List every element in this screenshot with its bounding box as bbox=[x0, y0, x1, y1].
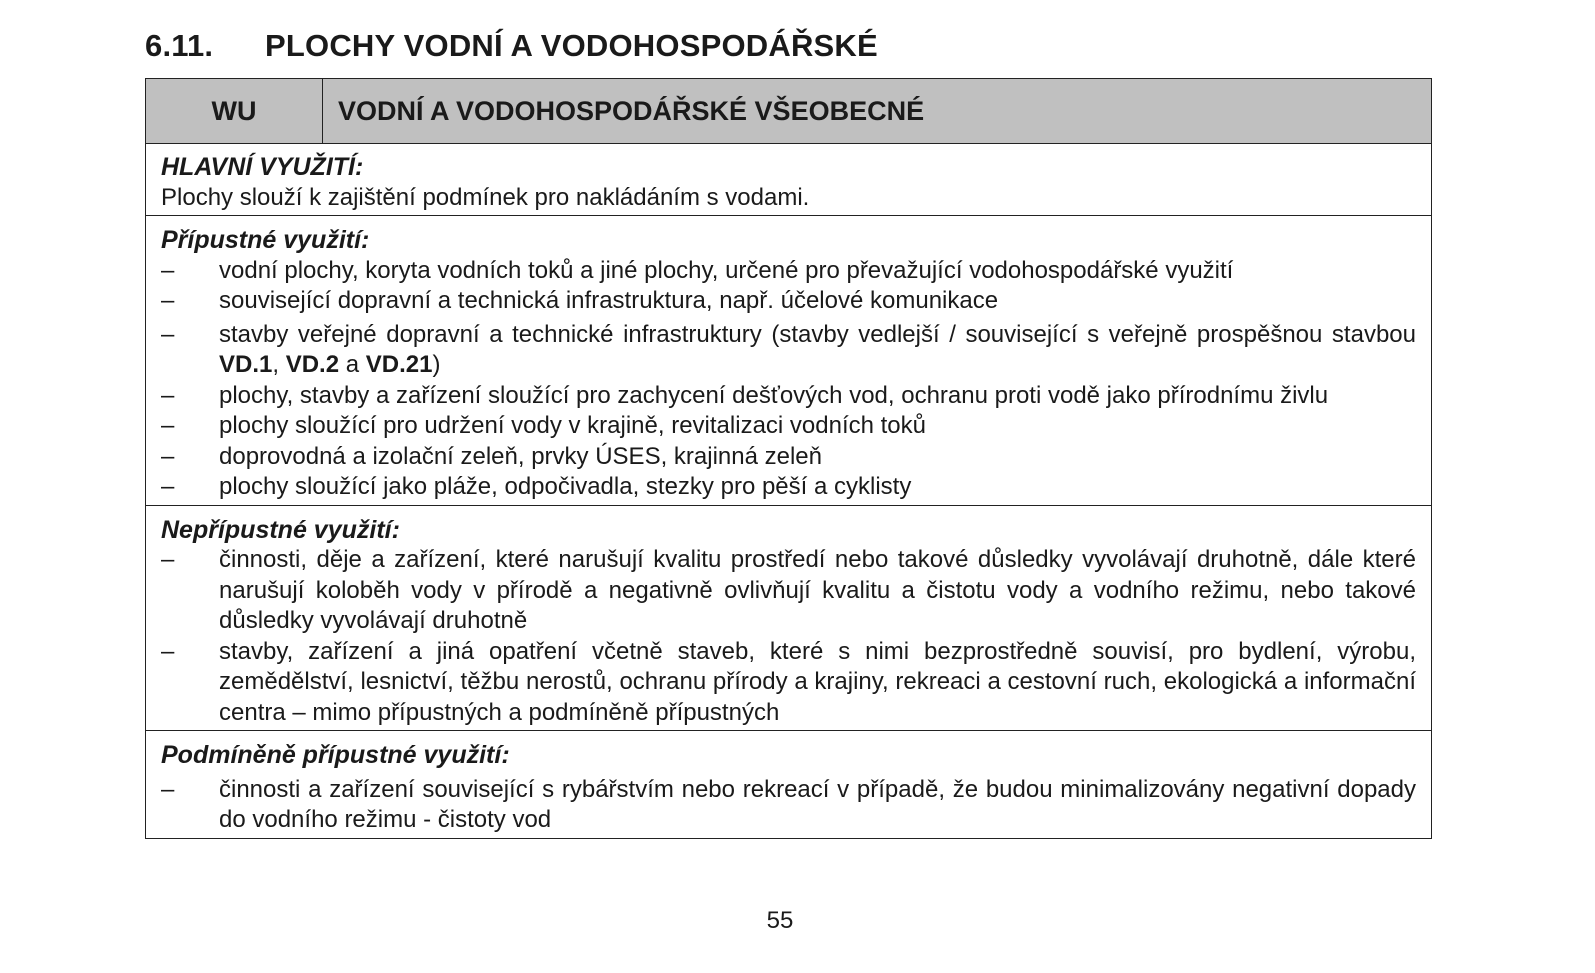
dash: – bbox=[161, 546, 175, 573]
zone-code: WU bbox=[146, 79, 323, 143]
main-use-section bbox=[146, 144, 1431, 216]
list-item-text: související dopravní a technická infrastruktura, např. účelové komunikace bbox=[219, 287, 999, 314]
conditional-use-section bbox=[146, 731, 1431, 839]
list-item bbox=[161, 320, 1416, 381]
dash: – bbox=[161, 637, 175, 665]
list-item bbox=[161, 472, 1416, 503]
zone-title: VODNÍ A VODOHOSPODÁŘSKÉ VŠEOBECNÉ bbox=[338, 95, 925, 126]
list-item-text: vodní plochy, koryta vodních toků a jiné plochy, určené pro převažující vodohospodářské využití bbox=[219, 256, 1234, 284]
list-item bbox=[161, 545, 1416, 637]
list-item bbox=[161, 381, 1416, 412]
conditional-use-title: Podmíněně přípustné využití: bbox=[161, 741, 510, 769]
main-use-text: Plochy slouží k zajištění podmínek pro nakládáním s vodami. bbox=[161, 183, 810, 211]
list-item-text: činnosti, děje a zařízení, které narušují kvalitu prostředí nebo takové důsledky vyvolávají druhotně, dále které narušují koloběh vody v přírodě a negativně ovlivňují kvalitu a čistotu vody a vodního režimu, nebo takové důsledky vyvolávají druhotně bbox=[219, 546, 1416, 634]
page-number: 55 bbox=[766, 907, 794, 934]
section-number: 6.11. bbox=[145, 28, 214, 63]
list-item-text: plochy sloužící jako pláže, odpočivadla, stezky pro pěší a cyklisty bbox=[219, 473, 912, 500]
dash: – bbox=[161, 473, 175, 500]
list-item bbox=[161, 775, 1416, 836]
list-item-text: doprovodná a izolační zeleň, prvky ÚSES, krajinná zeleň bbox=[219, 442, 822, 470]
dash: – bbox=[161, 775, 175, 803]
prohibited-use-section bbox=[146, 506, 1431, 732]
dash: – bbox=[161, 320, 175, 348]
list-item-text: plochy sloužící pro udržení vody v krajině, revitalizaci vodních toků bbox=[219, 412, 927, 439]
list-item-text: plochy, stavby a zařízení sloužící pro zachycení dešťových vod, ochranu proti vodě jako přírodnímu živlu bbox=[219, 381, 1329, 409]
list-item-text: stavby veřejné dopravní a technické infrastruktury (stavby vedlejší / související s veřejně prospěšnou stavbou VD.1, VD.2 a VD.21) bbox=[219, 320, 1416, 378]
list-item bbox=[161, 286, 1416, 317]
main-use-title: HLAVNÍ VYUŽITÍ: bbox=[161, 153, 364, 181]
dash: – bbox=[161, 381, 175, 409]
prohibited-use-title: Nepřípustné využití: bbox=[161, 515, 400, 544]
section-heading bbox=[145, 28, 878, 64]
list-item-text: stavby, zařízení a jiná opatření včetně staveb, které s nimi bezprostředně souvisí, pro bydlení, výrobu, zemědělství, lesnictví, těžbu nerostů, ochranu přírody a krajiny, rekreaci a cestovní ruch, ekologická a informační centra – mimo přípustných a podmíněně přípustných bbox=[219, 637, 1416, 726]
section-title: PLOCHY VODNÍ A VODOHOSPODÁŘSKÉ bbox=[265, 28, 878, 63]
dash: – bbox=[161, 442, 175, 470]
project-code: VD.2 bbox=[285, 351, 340, 378]
table-header-row bbox=[146, 79, 1431, 144]
dash: – bbox=[161, 412, 175, 439]
list-item bbox=[161, 442, 1416, 473]
regulation-table bbox=[145, 78, 1432, 839]
list-item bbox=[161, 256, 1416, 287]
list-item bbox=[161, 637, 1416, 729]
list-item bbox=[161, 411, 1416, 442]
list-item-text: činnosti a zařízení související s rybářstvím nebo rekreací v případě, že budou minimalizovány negativní dopady do vodního režimu - čistoty vod bbox=[219, 775, 1416, 833]
project-code: VD.21 bbox=[365, 351, 433, 378]
project-code: VD.1 bbox=[219, 351, 273, 378]
permitted-use-section bbox=[146, 216, 1431, 506]
dash: – bbox=[161, 256, 175, 284]
dash: – bbox=[161, 287, 175, 314]
permitted-use-title: Přípustné využití: bbox=[161, 226, 370, 254]
